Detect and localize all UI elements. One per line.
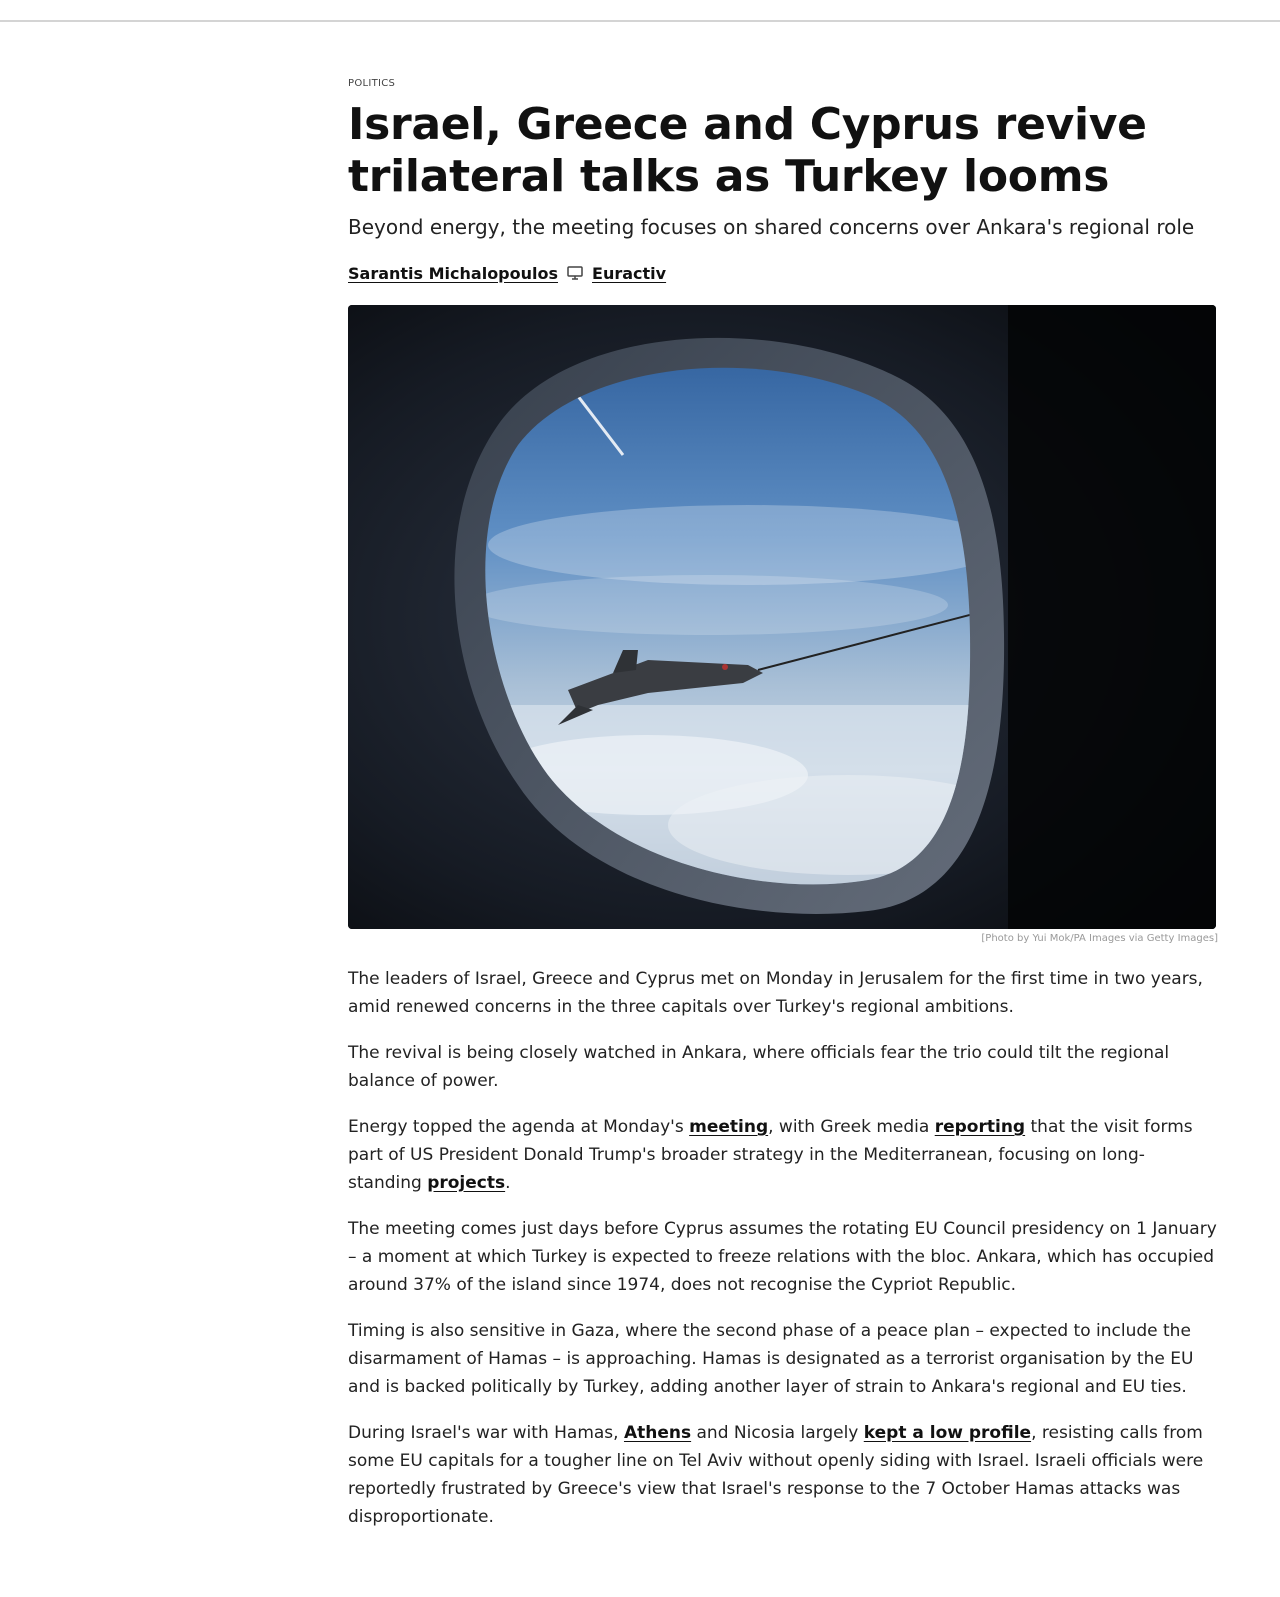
paragraph-text: , with Greek media <box>768 1117 935 1137</box>
article-headline: Israel, Greece and Cyprus revive trilateral talks as Turkey looms <box>348 99 1147 202</box>
meeting-link[interactable]: meeting <box>689 1117 769 1137</box>
paragraph: Timing is also sensitive in Gaza, where the second phase of a peace plan – expected to include the disarmament of Hamas – is approaching. Hamas is designated as a terrorist organisation by the EU and is backed politically by Turkey, adding another layer of strain to Ankara's regional and EU ties. <box>348 1321 1194 1397</box>
article-subheadline: Beyond energy, the meeting focuses on shared concerns over Ankara's regional role <box>348 215 1195 239</box>
reporting-link[interactable]: reporting <box>934 1117 1026 1137</box>
publication-link[interactable]: Euractiv <box>592 263 667 283</box>
hero-image <box>348 305 1216 929</box>
category-label[interactable]: POLITICS <box>348 78 396 89</box>
paragraph <box>348 1113 1218 1197</box>
top-divider <box>0 20 1280 22</box>
paragraph <box>348 1419 1218 1531</box>
article <box>348 78 1218 1549</box>
paragraph-text: Energy topped the agenda at Monday's <box>348 1117 690 1137</box>
author-link[interactable]: Sarantis Michalopoulos <box>348 263 559 283</box>
paragraph: The revival is being closely watched in Ankara, where officials fear the trio could tilt the regional balance of power. <box>348 1043 1170 1091</box>
article-body <box>348 965 1218 1531</box>
paragraph-text: that the visit forms part of US President Donald Trump's broader strategy in the Mediterranean, focusing on long-standing <box>348 1117 1193 1193</box>
paragraph-text: . <box>505 1173 511 1193</box>
byline <box>348 261 1218 285</box>
image-caption: [Photo by Yui Mok/PA Images via Getty Images] <box>981 933 1218 944</box>
paragraph: The meeting comes just days before Cyprus assumes the rotating EU Council presidency on 1 January – a moment at which Turkey is expected to freeze relations with the bloc. Ankara, which has occupied around 37% of the island since 1974, does not recognise the Cypriot Republic. <box>348 1219 1217 1295</box>
monitor-icon <box>566 265 584 281</box>
paragraph: The leaders of Israel, Greece and Cyprus met on Monday in Jerusalem for the first time in two years, amid renewed concerns in the three capitals over Turkey's regional ambitions. <box>348 969 1203 1017</box>
paragraph-text: , resisting calls from some EU capitals for a tougher line on Tel Aviv without openly siding with Israel. Israeli officials were reportedly frustrated by Greece's view that Israel's response to the 7 October Hamas attacks was disproportionate. <box>348 1423 1204 1527</box>
low-profile-link[interactable]: kept a low profile <box>863 1423 1032 1443</box>
paragraph-text: and Nicosia largely <box>691 1423 864 1443</box>
hero-illustration <box>348 305 1216 929</box>
paragraph-text: During Israel's war with Hamas, <box>348 1423 624 1443</box>
athens-link[interactable]: Athens <box>623 1423 692 1443</box>
projects-link[interactable]: projects <box>427 1173 506 1193</box>
